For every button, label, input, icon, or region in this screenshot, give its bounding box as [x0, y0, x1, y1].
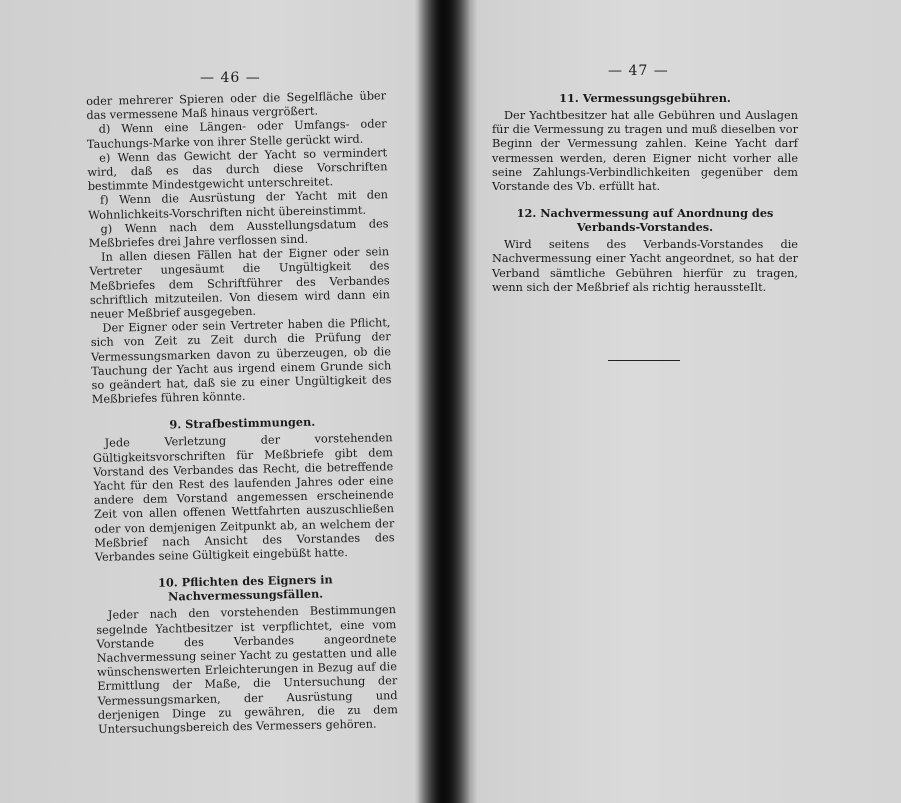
section-text: Wird seitens des Verbands-Vorstandes die Nachvermessung einer Yacht angeordnet, so hat der Verband sämtliche Gebühren hierfür zu tragen, wenn sich der Meßbrief als richtig heraussteIlt.: [492, 238, 798, 294]
paragraph: Der Eigner oder sein Vertreter haben die Pflicht, sich von Zeit zu Zeit durch die Prüfung der Vermessungsmarken davon zu überzeugen, ob die Tauchung der Yacht aus irgend einem Grunde sich so geändert hat, daß sie zu einer Ungültigkeit des Meßbriefes führen könnte.: [90, 316, 392, 407]
left-page: [0, 0, 420, 803]
book-gutter: [418, 0, 470, 803]
right-page-text: [492, 91, 798, 295]
section-text: Jeder nach den vorstehenden Bestimmungen segelnde Yachtbesitzer ist verpflichtet, eine vom Vorstande des Verbandes angeordnete Nachvermessung seiner Yacht zu gestatten und alle wünschenswerten Erleichterungen in Bezug auf die Ermittlung der Maße, die Untersuchung der Vermessungsmarken, der Ausrüstung und derjenigen Dinge zu gewähren, die zu dem Untersuchungsbereich des Vermessers gehören.: [96, 603, 398, 736]
paragraph: g) Wenn nach dem Ausstellungsdatum des Meßbriefes drei Jahre verflossen sind.: [88, 217, 389, 251]
section-text: Jede Verletzung der vorstehenden Gültigkeitsvorschriften für Meßbriefe gibt dem Vorstand des Verbandes das Recht, die betreffende Yacht für den Rest des laufenden Jahres oder eine andere dem Vorstand angemessen erscheinende Zeit von allen offenen Wettfahrten auszuschließen oder von demjenigen Zeitpunkt ab, an welchem der Meßbrief nach Ansicht des Vorstandes des Verbandes seine Gültigkeit eingebüßt hatte.: [92, 431, 395, 565]
paragraph: oder mehrerer Spieren oder die Segelfläche über das vermessene Maß hinaus vergrößert.: [86, 89, 387, 123]
paragraph: In allen diesen Fällen hat der Eigner oder sein Vertreter ungesäumt die Ungültigkeit des Meßbriefes dem Schriftführer des Verbandes schriftlich mitzuteilen. Von diesem wird dann ein neuer Meßbrief ausgegeben.: [89, 245, 391, 322]
paragraph: f) Wenn die Ausrüstung der Yacht mit den Wohnlichkeits-Vorschriften nicht übereinstimmt.: [88, 188, 389, 222]
end-rule-divider: [608, 360, 680, 361]
page-number-46: — 46 —: [200, 70, 261, 86]
left-page-text: [86, 89, 398, 737]
right-page: [468, 0, 901, 803]
section-heading: 9. Strafbestimmungen.: [169, 415, 316, 432]
section-heading: 12. Nachvermessung auf Anordnung des Verbands-Vorstandes.: [516, 206, 774, 235]
page-number-47: — 47 —: [608, 63, 669, 79]
paragraph: e) Wenn das Gewicht der Yacht so vermindert wird, daß es das durch diese Vorschriften bestimmte Mindestgewicht unterschreitet.: [87, 146, 388, 194]
paragraph: d) Wenn eine Längen- oder Umfangs- oder Tauchungs-Marke von ihrer Stelle gerückt wird.: [86, 117, 387, 151]
section-heading: 10. Pflichten des Eigners in Nachvermessungsfällen.: [157, 572, 333, 604]
section-heading: 11. Vermessungsgebühren.: [559, 91, 731, 105]
section-text: Der Yachtbesitzer hat alle Gebühren und Auslagen für die Vermessung zu tragen und muß dieselben vor Beginn der Vermessung zahlen. Keine Yacht darf vermessen werden, deren Eigner nicht vorher alle seine Zahlungs-Verbindlichkeiten gegenüber dem Vorstande des Vb. erfüllt hat.: [492, 109, 798, 194]
